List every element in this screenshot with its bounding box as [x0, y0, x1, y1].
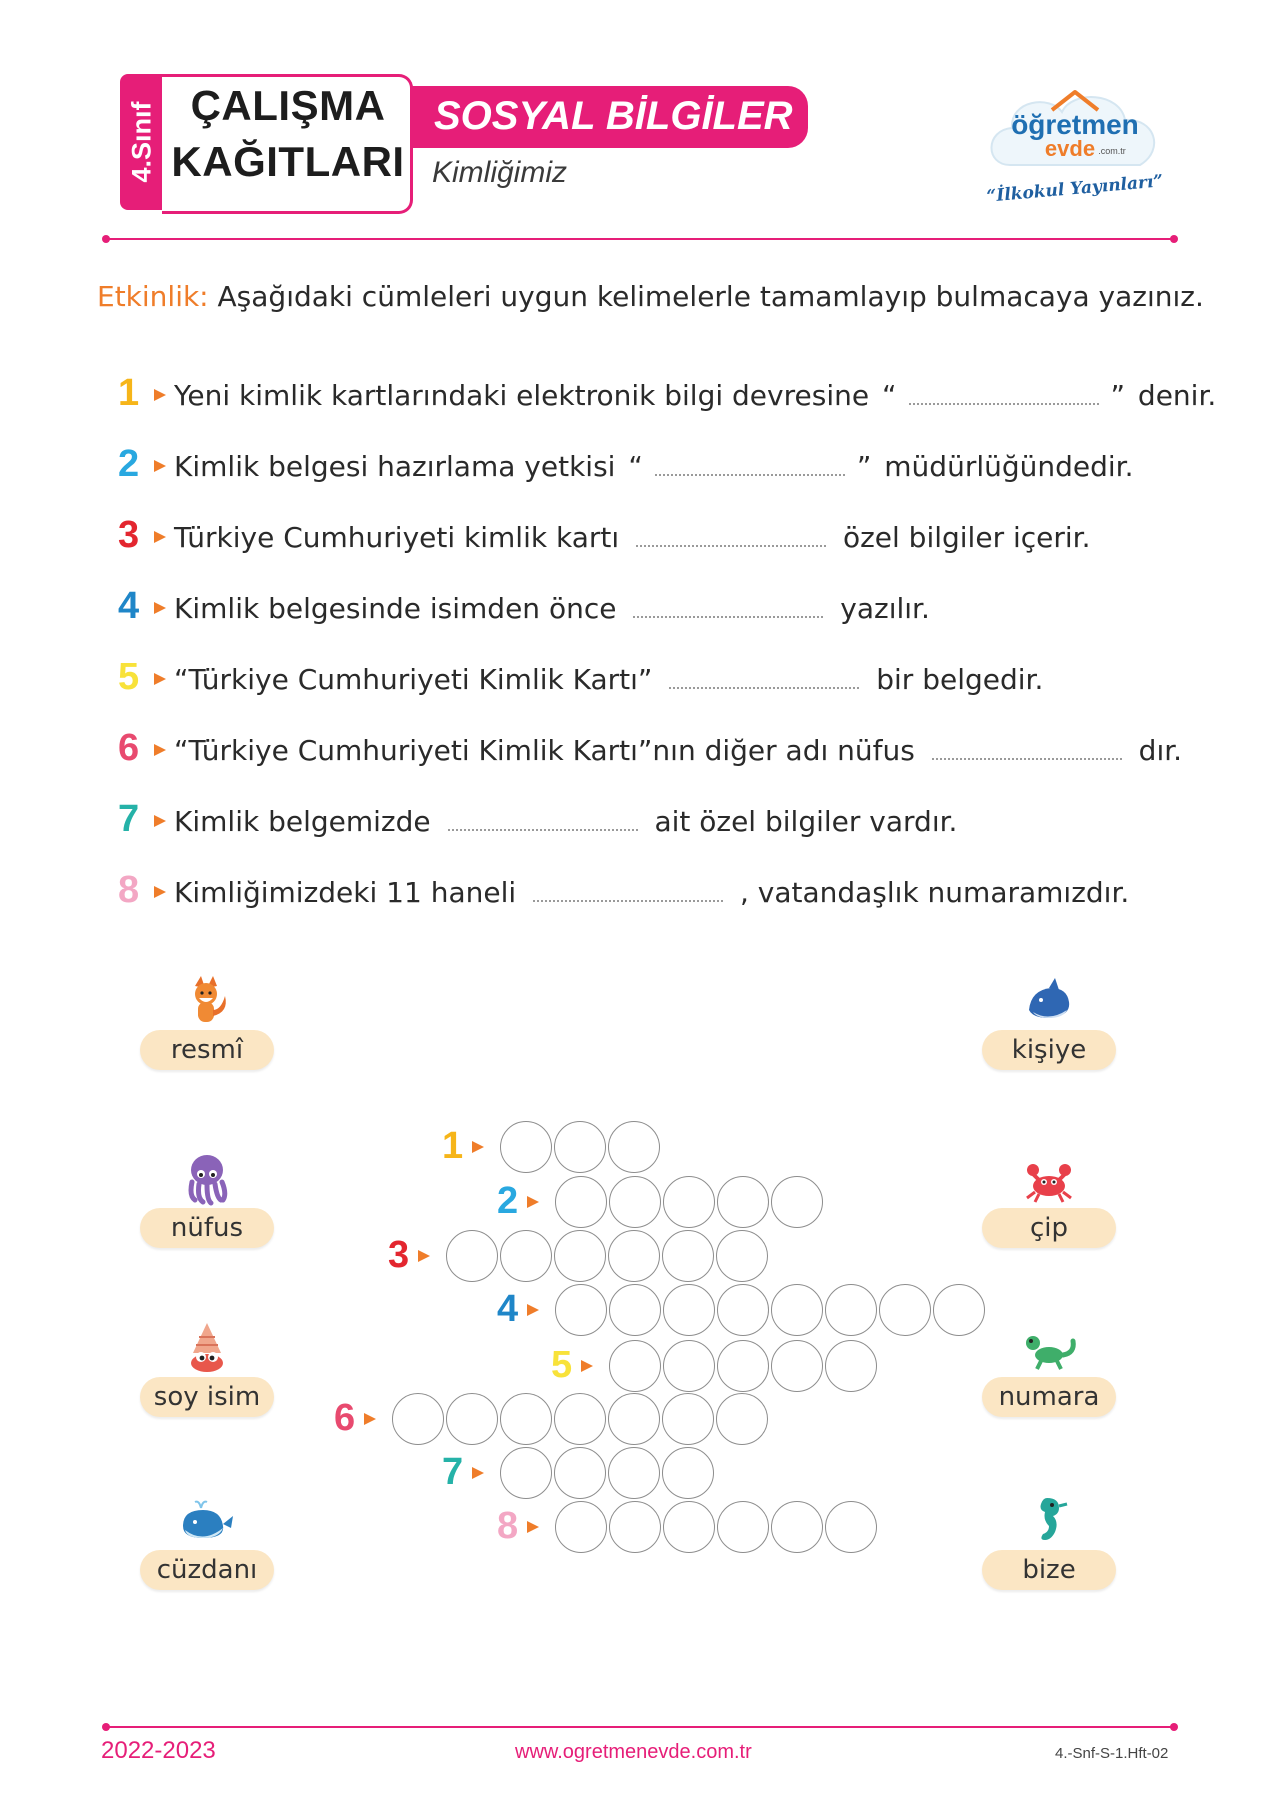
question-number: 2 — [118, 443, 140, 485]
puzzle-cell[interactable] — [554, 1121, 606, 1173]
puzzle-cell[interactable] — [825, 1284, 877, 1336]
question-number: 4 — [118, 585, 140, 627]
puzzle-cell[interactable] — [609, 1176, 661, 1228]
puzzle-cell[interactable] — [663, 1176, 715, 1228]
puzzle-cell[interactable] — [500, 1230, 552, 1282]
answer-blank[interactable] — [633, 596, 823, 618]
arrow-icon — [581, 1360, 593, 1372]
topic-title: Kimliğimiz — [432, 156, 567, 189]
octopus-icon — [177, 1150, 237, 1206]
puzzle-cell[interactable] — [500, 1447, 552, 1499]
question-text-before: Kimliğimizdeki 11 haneli — [174, 876, 517, 909]
puzzle-cell[interactable] — [825, 1501, 877, 1553]
answer-blank[interactable] — [669, 667, 859, 689]
arrow-icon — [154, 531, 166, 543]
puzzle-cell[interactable] — [717, 1176, 769, 1228]
puzzle-cell[interactable] — [662, 1230, 714, 1282]
arrow-icon — [527, 1196, 539, 1208]
puzzle-row-number: 3 — [388, 1234, 410, 1276]
header-divider — [106, 238, 1174, 240]
arrow-icon — [154, 886, 166, 898]
puzzle-cell[interactable] — [717, 1284, 769, 1336]
puzzle-cell[interactable] — [717, 1340, 769, 1392]
whale-icon — [177, 1492, 237, 1548]
question-text-before: Kimlik belgesinde isimden önce — [174, 592, 617, 625]
arrow-icon — [154, 673, 166, 685]
arrow-icon — [364, 1413, 376, 1425]
puzzle-cell[interactable] — [933, 1284, 985, 1336]
puzzle-cell[interactable] — [609, 1284, 661, 1336]
footer-divider — [106, 1726, 1174, 1728]
fox-icon — [177, 972, 237, 1028]
question-text-after: yazılır. — [840, 592, 930, 625]
question-number: 6 — [118, 727, 140, 769]
question-1 — [118, 372, 1216, 422]
question-number: 1 — [118, 372, 140, 414]
footer-code: 4.-Snf-S-1.Hft-02 — [1055, 1745, 1169, 1762]
puzzle-cell[interactable] — [609, 1340, 661, 1392]
arrow-icon — [472, 1141, 484, 1153]
word-card-right[interactable]: çip — [982, 1208, 1116, 1248]
puzzle-cell[interactable] — [716, 1393, 768, 1445]
logo-brand-top: öğretmen — [1011, 109, 1139, 140]
puzzle-cell[interactable] — [554, 1393, 606, 1445]
activity-label: Etkinlik: — [97, 280, 209, 313]
puzzle-cell[interactable] — [771, 1284, 823, 1336]
word-card-left[interactable]: nüfus — [140, 1208, 274, 1248]
close-quote: ” — [856, 450, 872, 483]
grade-tab — [120, 74, 164, 210]
puzzle-cell[interactable] — [554, 1230, 606, 1282]
title-line-1: ÇALIŞMA — [190, 82, 386, 129]
question-5 — [118, 656, 1043, 706]
puzzle-cell[interactable] — [392, 1393, 444, 1445]
puzzle-row-number: 2 — [497, 1180, 519, 1222]
publisher-logo — [980, 70, 1170, 220]
logo-tagline: “İlkokul Yayınları” — [985, 171, 1164, 207]
puzzle-cell[interactable] — [608, 1230, 660, 1282]
puzzle-cell[interactable] — [771, 1501, 823, 1553]
question-text-before: Yeni kimlik kartlarındaki elektronik bilgi devresine — [174, 379, 870, 412]
title-line-2: KAĞITLARI — [171, 138, 405, 185]
subject-title: SOSYAL BİLGİLER — [434, 94, 793, 138]
seahorse-icon — [1019, 1492, 1079, 1548]
answer-blank[interactable] — [655, 454, 845, 476]
puzzle-cell[interactable] — [446, 1230, 498, 1282]
puzzle-cell[interactable] — [608, 1121, 660, 1173]
arrow-icon — [418, 1250, 430, 1262]
puzzle-cell[interactable] — [446, 1393, 498, 1445]
question-8 — [118, 869, 1129, 919]
puzzle-row-number: 1 — [442, 1125, 464, 1167]
question-2 — [118, 443, 1134, 493]
grade-label: 4.Sınıf — [126, 101, 157, 183]
puzzle-cell[interactable] — [771, 1340, 823, 1392]
question-number: 8 — [118, 869, 140, 911]
puzzle-row-number: 5 — [551, 1344, 573, 1386]
question-3 — [118, 514, 1091, 564]
question-text-after: bir belgedir. — [876, 663, 1044, 696]
word-card-right[interactable]: kişiye — [982, 1030, 1116, 1070]
subject-pill — [412, 86, 808, 148]
puzzle-cell[interactable] — [825, 1340, 877, 1392]
question-text-before: Kimlik belgesi hazırlama yetkisi — [174, 450, 616, 483]
puzzle-cell[interactable] — [716, 1230, 768, 1282]
question-text-after: müdürlüğündedir. — [884, 450, 1134, 483]
puzzle-cell[interactable] — [717, 1501, 769, 1553]
puzzle-cell[interactable] — [500, 1121, 552, 1173]
question-text-before: Kimlik belgemizde — [174, 805, 431, 838]
question-6 — [118, 727, 1182, 777]
word-card-right[interactable]: bize — [982, 1550, 1116, 1590]
puzzle-row-number: 4 — [497, 1288, 519, 1330]
arrow-icon — [154, 460, 166, 472]
question-text-after: denir. — [1137, 379, 1217, 412]
word-card-left[interactable]: soy isim — [140, 1377, 274, 1417]
close-quote: ” — [1110, 379, 1126, 412]
puzzle-cell[interactable] — [662, 1447, 714, 1499]
word-card-left[interactable]: resmî — [140, 1030, 274, 1070]
dolphin-icon — [1019, 972, 1079, 1028]
question-number: 7 — [118, 798, 140, 840]
question-7 — [118, 798, 957, 848]
word-card-right[interactable]: numara — [982, 1377, 1116, 1417]
answer-blank[interactable] — [448, 809, 638, 831]
question-text-after: özel bilgiler içerir. — [842, 521, 1091, 554]
puzzle-cell[interactable] — [555, 1501, 607, 1553]
answer-blank[interactable] — [909, 383, 1099, 405]
activity-instruction — [97, 280, 1204, 313]
open-quote: “ — [881, 379, 897, 412]
puzzle-cell[interactable] — [663, 1501, 715, 1553]
puzzle-cell[interactable] — [663, 1284, 715, 1336]
arrow-icon — [472, 1467, 484, 1479]
puzzle-cell[interactable] — [879, 1284, 931, 1336]
question-text-before: “Türkiye Cumhuriyeti Kimlik Kartı”nın diğer adı nüfus — [174, 734, 915, 767]
puzzle-row-number: 8 — [497, 1505, 519, 1547]
puzzle-cell[interactable] — [608, 1447, 660, 1499]
answer-blank[interactable] — [932, 738, 1122, 760]
question-number: 5 — [118, 656, 140, 698]
arrow-icon — [527, 1521, 539, 1533]
footer-url[interactable]: www.ogretmenevde.com.tr — [515, 1741, 752, 1763]
question-number: 3 — [118, 514, 140, 556]
puzzle-cell[interactable] — [555, 1176, 607, 1228]
answer-blank[interactable] — [636, 525, 826, 547]
question-text-after: dır. — [1138, 734, 1183, 767]
word-card-left[interactable]: cüzdanı — [140, 1550, 274, 1590]
activity-text: Aşağıdaki cümleleri uygun kelimelerle tamamlayıp bulmacaya yazınız. — [208, 280, 1204, 313]
lizard-icon — [1019, 1319, 1079, 1375]
answer-blank[interactable] — [533, 880, 723, 902]
puzzle-cell[interactable] — [663, 1340, 715, 1392]
question-text-before: “Türkiye Cumhuriyeti Kimlik Kartı” — [174, 663, 653, 696]
hermit-crab-icon — [177, 1319, 237, 1375]
puzzle-row-number: 7 — [442, 1451, 464, 1493]
question-text-after: , vatandaşlık numaramızdır. — [739, 876, 1130, 909]
arrow-icon — [154, 389, 166, 401]
question-4 — [118, 585, 930, 635]
puzzle-cell[interactable] — [608, 1393, 660, 1445]
puzzle-cell[interactable] — [554, 1447, 606, 1499]
puzzle-cell[interactable] — [662, 1393, 714, 1445]
footer-year: 2022-2023 — [101, 1737, 216, 1764]
logo-brand-bottom: evde — [1044, 136, 1096, 161]
arrow-icon — [527, 1304, 539, 1316]
logo-domain: .com.tr — [1098, 146, 1126, 156]
puzzle-cell[interactable] — [771, 1176, 823, 1228]
question-text-before: Türkiye Cumhuriyeti kimlik kartı — [174, 521, 620, 554]
crab-icon — [1019, 1150, 1079, 1206]
puzzle-cell[interactable] — [500, 1393, 552, 1445]
arrow-icon — [154, 815, 166, 827]
arrow-icon — [154, 602, 166, 614]
question-text-after: ait özel bilgiler vardır. — [654, 805, 958, 838]
arrow-icon — [154, 744, 166, 756]
puzzle-row-number: 6 — [334, 1397, 356, 1439]
open-quote: “ — [628, 450, 643, 483]
puzzle-cell[interactable] — [555, 1284, 607, 1336]
puzzle-cell[interactable] — [609, 1501, 661, 1553]
